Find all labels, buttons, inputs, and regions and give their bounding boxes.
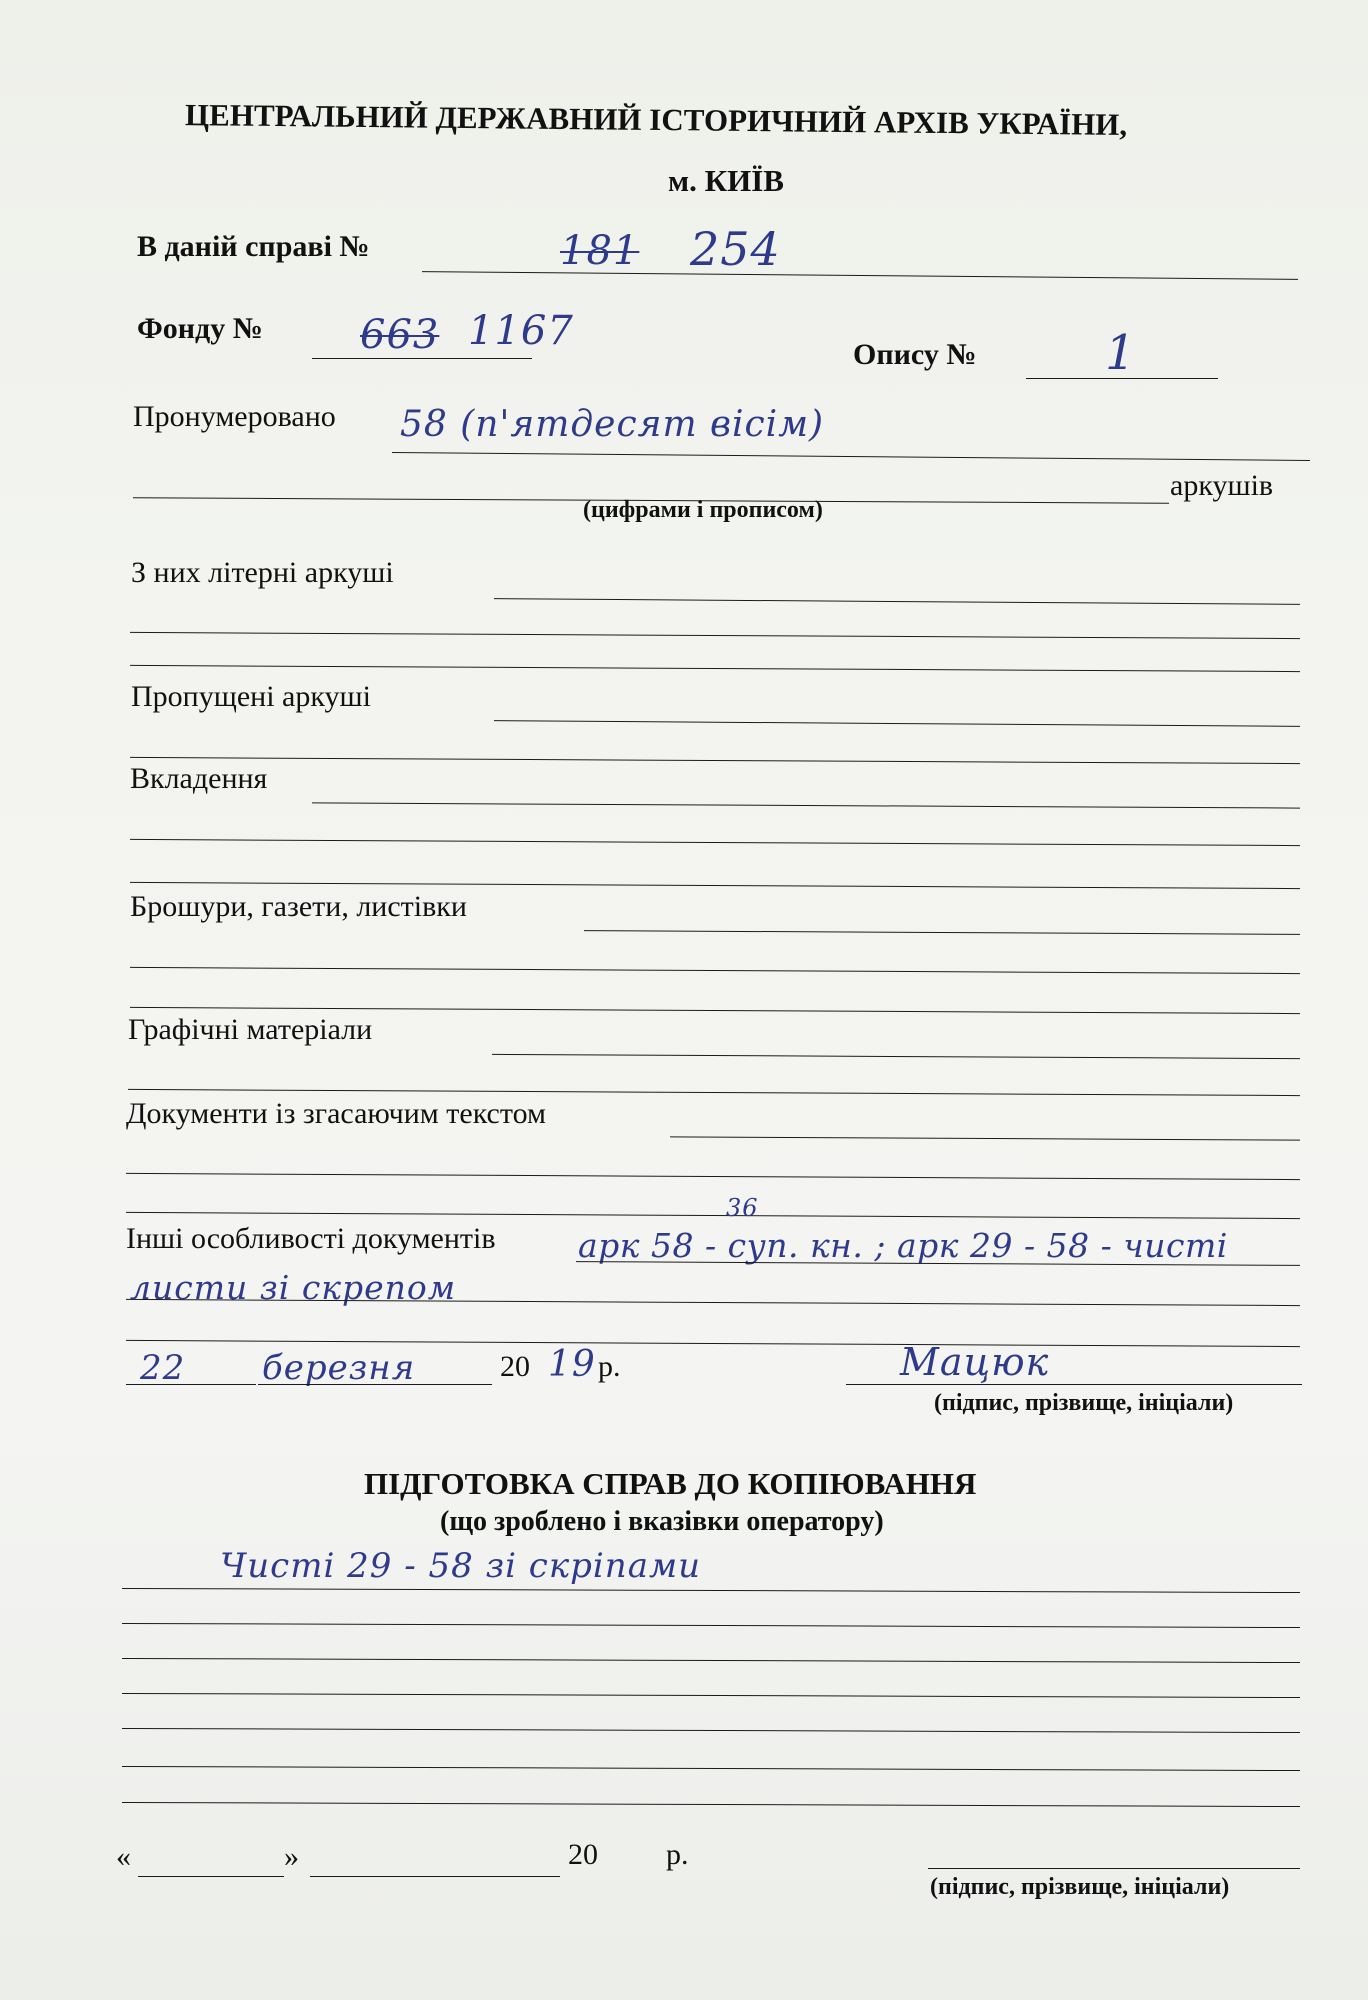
numbered-label: Пронумеровано	[133, 400, 336, 433]
archive-city: м. КИЇВ	[668, 163, 784, 198]
date-month-line	[258, 1384, 492, 1385]
brochures-label: Брошури, газети, листівки	[130, 890, 467, 923]
missing-sheets-line-1	[494, 720, 1300, 727]
opys-label: Опису №	[853, 338, 977, 371]
preparation-line-7	[122, 1802, 1300, 1807]
attachments-line-3	[130, 882, 1300, 889]
attachments-line-2	[130, 839, 1300, 846]
attachments-label: Вкладення	[130, 762, 268, 795]
numbered-line-1	[392, 452, 1310, 461]
case-number-label: В даній справі №	[137, 230, 370, 263]
graphics-line-2	[128, 1089, 1300, 1096]
case-number-value: 254	[690, 222, 781, 276]
footer-signature-line	[928, 1868, 1300, 1869]
fond-label: Фонду №	[137, 312, 263, 345]
signature-line	[846, 1384, 1302, 1385]
date-year-suffix: 19	[548, 1344, 596, 1385]
preparation-line-5	[122, 1728, 1300, 1733]
case-number-line	[422, 271, 1298, 280]
letter-sheets-line-2	[130, 632, 1300, 639]
fond-value: 1167	[468, 308, 574, 354]
date-month: березня	[262, 1348, 416, 1388]
graphics-line-1	[492, 1054, 1300, 1059]
other-features-value-line-2: листи зі скрепом	[130, 1268, 457, 1307]
footer-close-quote: »	[284, 1840, 299, 1873]
letter-sheets-line-3	[130, 665, 1300, 672]
brochures-line-2	[130, 967, 1300, 974]
preparation-line-1	[122, 1588, 1300, 1593]
preparation-line-3	[122, 1658, 1300, 1663]
preparation-note: Чисті 29 - 58 зі скріпами	[220, 1546, 702, 1586]
other-features-label: Інші особливості документів	[126, 1222, 496, 1255]
other-features-value-line-1: арк 58 - суп. кн. ; арк 29 - 58 - чисті	[578, 1226, 1228, 1265]
preparation-line-4	[122, 1693, 1300, 1698]
footer-month-line	[310, 1876, 560, 1877]
attachments-line-1	[312, 802, 1300, 808]
preparation-line-6	[122, 1766, 1300, 1771]
footer-day-line	[138, 1876, 284, 1877]
numbered-value: 58 (п'ятдесят вісім)	[400, 404, 825, 445]
footer-open-quote: «	[116, 1840, 131, 1873]
fading-text-label: Документи із згасаючим текстом	[126, 1097, 546, 1130]
date-day-line	[126, 1384, 256, 1385]
signature-hint: (підпис, прізвище, ініціали)	[934, 1390, 1234, 1416]
opys-value: 1	[1105, 325, 1137, 381]
signature: Мацюк	[900, 1340, 1050, 1384]
graphics-label: Графічні матеріали	[128, 1013, 373, 1046]
brochures-line-1	[584, 930, 1300, 935]
other-features-superscript: 36	[726, 1194, 759, 1222]
preparation-line-2	[122, 1623, 1300, 1628]
letter-sheets-line-1	[494, 598, 1300, 605]
fading-text-line-2	[126, 1173, 1300, 1180]
footer-signature-hint: (підпис, прізвище, ініціали)	[930, 1874, 1230, 1900]
other-features-line-3	[126, 1340, 1300, 1347]
archive-name: ЦЕНТРАЛЬНИЙ ДЕРЖАВНИЙ ІСТОРИЧНИЙ АРХІВ УКРАЇНИ,	[184, 97, 1128, 142]
footer-year-unit: р.	[666, 1838, 689, 1871]
fading-text-line-1	[670, 1136, 1300, 1140]
letter-sheets-label: З них літерні аркуші	[131, 556, 394, 589]
date-day: 22	[140, 1348, 186, 1388]
missing-sheets-label: Пропущені аркуші	[131, 680, 371, 713]
fond-line	[312, 358, 532, 359]
numbered-suffix: аркушів	[1170, 469, 1274, 502]
footer-year-prefix: 20	[568, 1838, 598, 1871]
fond-old-value: 663	[360, 312, 440, 358]
preparation-subtitle: (що зроблено і вказівки оператору)	[440, 1506, 884, 1537]
date-year-prefix: 20	[500, 1350, 530, 1383]
preparation-title: ПІДГОТОВКА СПРАВ ДО КОПІЮВАННЯ	[364, 1466, 977, 1501]
fading-text-line-3	[126, 1212, 1300, 1219]
numbered-hint: (цифрами і прописом)	[583, 497, 823, 523]
date-year-unit: р.	[598, 1350, 621, 1383]
missing-sheets-line-2	[130, 757, 1300, 764]
case-number-old-value: 181	[560, 228, 640, 274]
